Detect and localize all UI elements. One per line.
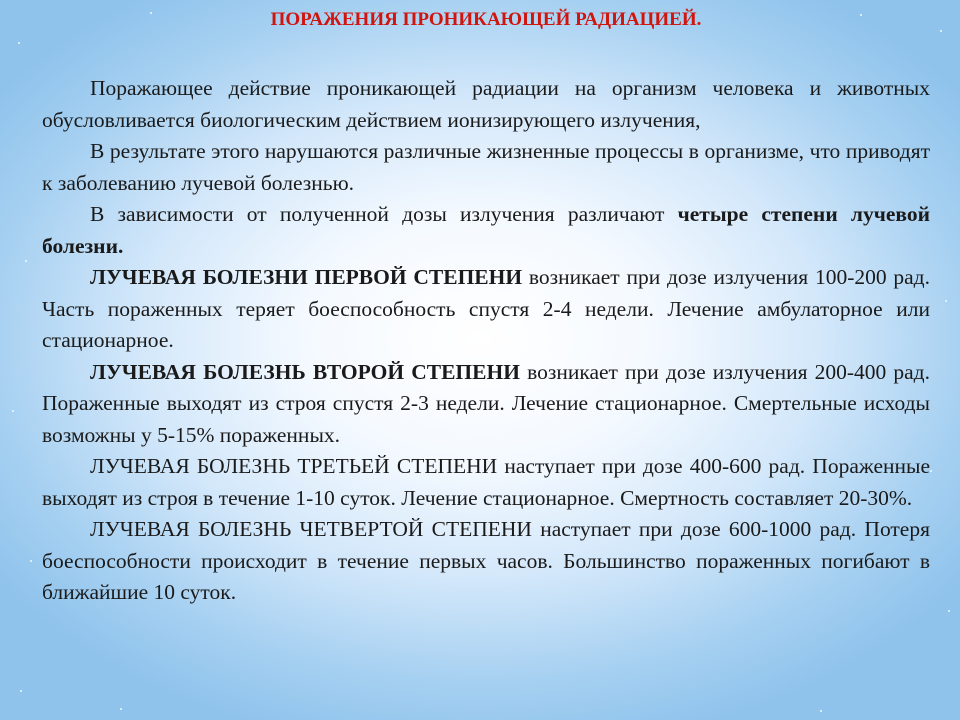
degrees-text: В зависимости от полученной дозы излучения различают — [90, 202, 678, 226]
paragraph-fourth-degree: ЛУЧЕВАЯ БОЛЕЗНЬ ЧЕТВЕРТОЙ СТЕПЕНИ наступает при дозе 600-1000 рад. Потеря боеспособности происходит в течение первых часов. Большинство пораженных погибают в ближайшие 10 суток. — [42, 517, 930, 604]
slide-body — [42, 73, 930, 609]
first-degree-heading: ЛУЧЕВАЯ БОЛЕЗНИ ПЕРВОЙ СТЕПЕНИ — [90, 265, 523, 289]
second-degree-text: возникает при дозе излучения 200-400 рад. Пораженные выходят из строя спустя 2-3 недели. Лечение стационарное. Смертельные исходы возможны у 5-15% пораженных. — [42, 359, 930, 447]
degrees-bold: четыре степени лучевой болезни. — [42, 202, 930, 258]
first-degree-text: возникает при дозе излучения 100-200 рад. Часть пораженных теряет боеспособность спустя 2-4 недели. Лечение амбулаторное или стационарное. — [42, 265, 930, 352]
paragraph-first-degree — [42, 262, 930, 357]
slide-content — [42, 0, 930, 720]
paragraph-degrees — [42, 199, 930, 262]
second-degree-heading: ЛУЧЕВАЯ БОЛЕЗНЬ ВТОРОЙ СТЕПЕНИ — [90, 359, 520, 384]
paragraph-intro: Поражающее действие проникающей радиации на организм человека и животных обусловливается биологическим действием ионизирующего излучения, — [42, 76, 930, 132]
paragraph-second-degree — [42, 357, 930, 452]
paragraph-result: В результате этого нарушаются различные жизненные процессы в организме, что приводят к заболеванию лучевой болезнью. — [42, 139, 930, 195]
paragraph-third-degree: ЛУЧЕВАЯ БОЛЕЗНЬ ТРЕТЬЕЙ СТЕПЕНИ наступает при дозе 400-600 рад. Пораженные выходят из строя в течение 1-10 суток. Лечение стационарное. Смертность составляет 20-30%. — [42, 454, 930, 510]
slide-title: ПОРАЖЕНИЯ ПРОНИКАЮЩЕЙ РАДИАЦИЕЙ. — [270, 9, 702, 30]
